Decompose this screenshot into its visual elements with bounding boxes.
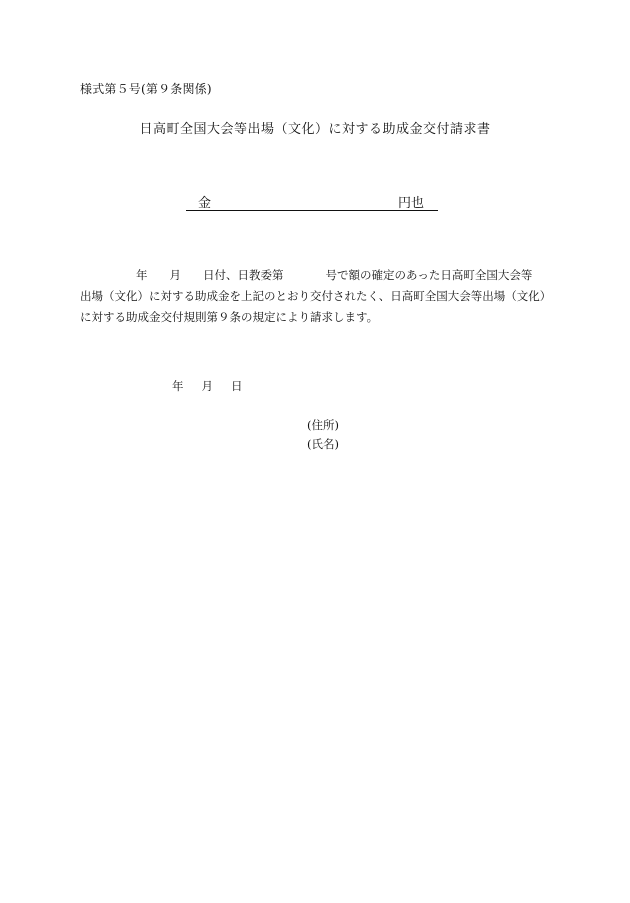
body-month-mark: 月	[169, 268, 181, 282]
form-number: 様式第５号(第９条関係)	[80, 82, 212, 96]
body-date-part: 日付、日教委第	[203, 268, 284, 282]
document-title: 日高町全国大会等出場（文化）に対する助成金交付請求書	[139, 122, 491, 137]
amount-line	[186, 192, 438, 211]
request-date	[172, 378, 243, 394]
date-day: 日	[231, 379, 243, 393]
body-number-part: 号で額の確定のあった日高町全国大会等	[325, 268, 533, 282]
applicant-block	[307, 416, 339, 454]
address-label: (住所)	[307, 418, 339, 432]
date-year: 年	[172, 379, 184, 393]
amount-prefix: 金	[198, 196, 212, 211]
body-line-1	[80, 265, 555, 286]
body-line-3: に対する助成金交付規則第９条の規定により請求します。	[80, 310, 379, 324]
amount-suffix: 円也	[397, 196, 424, 211]
request-body	[80, 265, 555, 328]
name-label: (氏名)	[307, 437, 339, 451]
body-year-mark: 年	[136, 268, 148, 282]
date-month: 月	[201, 379, 213, 393]
body-line-2: 出場（文化）に対する助成金を上記のとおり交付されたく、日高町全国大会等出場（文化）	[80, 289, 552, 303]
